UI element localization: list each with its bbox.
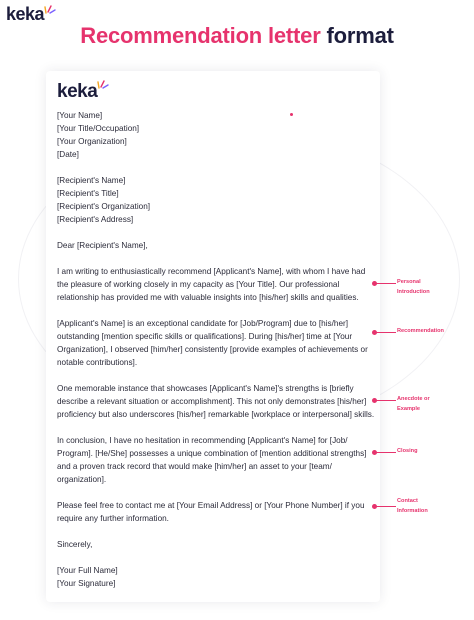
paragraph-line: relationship has provided me with valuable insights into [his/her] skills and qualities. (57, 293, 359, 302)
connector-dot (372, 281, 377, 286)
annotation-text: Closing (397, 448, 418, 454)
letter-date: [Date] (57, 150, 79, 159)
logo-wordmark: keka (6, 4, 45, 24)
paragraph-line: In conclusion, I have no hesitation in recommending [Applicant's Name] for [Job/ (57, 436, 348, 445)
connector-dot (372, 504, 377, 509)
connector-line (374, 452, 396, 453)
paragraph-introduction (57, 265, 377, 304)
paragraph-line: and a proven track record that would make [him/her] an asset to your [team/ (57, 462, 332, 471)
paragraph-line: One memorable instance that showcases [Applicant's Name]'s strengths is [briefly (57, 384, 354, 393)
paragraph-line: describe a relevant situation or accomplishment]. This not only demonstrates [his/her] (57, 397, 367, 406)
full-name: [Your Full Name] (57, 566, 118, 575)
paragraph-line: outstanding [mention specific skills or qualifications]. During [his/her] time at [Your (57, 332, 353, 341)
connector-line (374, 283, 396, 284)
paragraph-line: I am writing to enthusiastically recommend [Applicant's Name], with whom I have had (57, 267, 366, 276)
letter-body (57, 109, 377, 590)
sender-block (57, 109, 377, 161)
signature: [Your Signature] (57, 579, 116, 588)
connector-dot (372, 450, 377, 455)
card-logo-wordmark: keka (57, 81, 98, 102)
annotation-text: Personal (397, 279, 421, 285)
title-accent: Recommendation letter (80, 23, 321, 48)
paragraph-line: proficiency but also underscores [his/her] remarkable [workplace or interpersonal] skills. (57, 410, 375, 419)
annotation-text: Recommendation (397, 328, 444, 334)
paragraph-closing (57, 434, 377, 486)
paragraph-line: [Applicant's Name] is an exceptional candidate for [Job/Program] due to [his/her] (57, 319, 349, 328)
recipient-name: [Recipient's Name] (57, 176, 126, 185)
connector-dot (372, 330, 377, 335)
sender-title: [Your Title/Occupation] (57, 124, 140, 133)
paragraph-line: organization]. (57, 475, 107, 484)
recipient-block (57, 174, 377, 226)
closing-phrase: Sincerely, (57, 540, 93, 549)
recipient-address: [Recipient's Address] (57, 215, 134, 224)
connector-dot (372, 398, 377, 403)
paragraph-line: Program]. [He/She] possesses a unique combination of [mention additional strengths] (57, 449, 367, 458)
annotation-text: Information (397, 507, 428, 514)
recipient-title: [Recipient's Title] (57, 189, 119, 198)
spark-icon (44, 4, 56, 14)
letter-card (46, 71, 380, 602)
annotation-label (397, 447, 418, 457)
annotation-text: Anecdote or (397, 396, 430, 402)
sender-organization: [Your Organization] (57, 137, 127, 146)
spark-icon (97, 79, 109, 89)
card-logo (57, 81, 97, 103)
recipient-organization: [Recipient's Organization] (57, 202, 151, 211)
annotation-text: Introduction (397, 288, 430, 295)
title-dark: format (326, 23, 394, 48)
paragraph-line: the pleasure of working closely in my capacity as [Your Title]. Our professional (57, 280, 340, 289)
sender-name: [Your Name] (57, 111, 103, 120)
annotation-label (397, 278, 430, 297)
paragraph-line: notable contributions]. (57, 358, 138, 367)
salutation: Dear [Recipient's Name], (57, 241, 148, 250)
connector-line (374, 506, 396, 507)
paragraph-line: Organization], I observed [him/her] consistently [provide examples of achievements or (57, 345, 368, 354)
signature-block (57, 564, 377, 590)
annotation-label (397, 327, 444, 337)
paragraph-contact (57, 499, 377, 525)
paragraph-recommendation (57, 317, 377, 369)
connector-line (374, 400, 396, 401)
connector-line (374, 332, 396, 333)
annotation-label (397, 395, 430, 414)
brand-logo (6, 4, 44, 25)
annotation-text: Contact (397, 498, 418, 504)
paragraph-line: require any further information. (57, 514, 169, 523)
page-title (0, 23, 474, 49)
annotation-text: Example (397, 405, 421, 412)
paragraph-line: Please feel free to contact me at [Your Email Address] or [Your Phone Number] if you (57, 501, 365, 510)
paragraph-anecdote (57, 382, 377, 421)
annotation-label (397, 497, 428, 516)
